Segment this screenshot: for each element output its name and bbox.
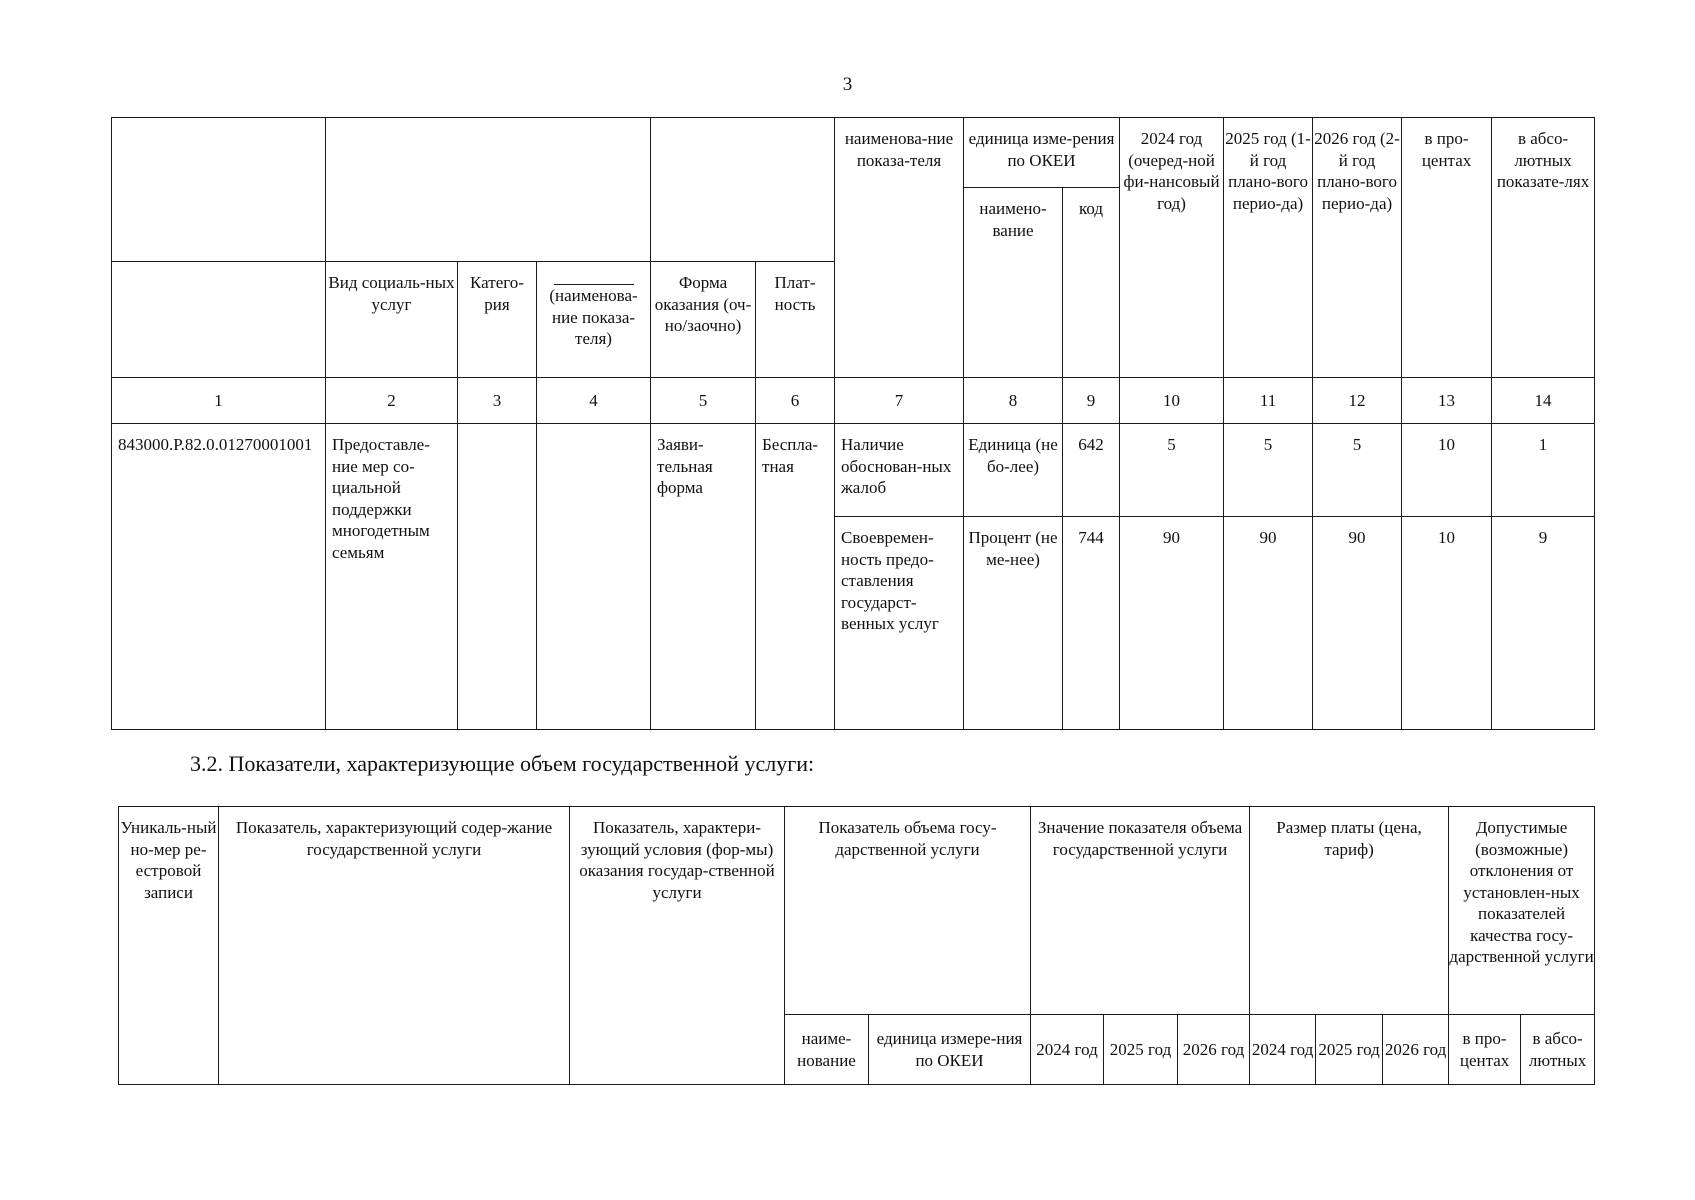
quality-indicators-table xyxy=(111,117,1595,730)
deviation-percent: 10 xyxy=(1402,424,1492,517)
unit-code: 744 xyxy=(1063,517,1120,730)
sub-name: наиме-нование xyxy=(785,1015,869,1085)
header-unit-okei: единица изме-рения по ОКЕИ xyxy=(964,118,1120,188)
header-year-2025: 2025 год (1-й год плано-вого перио-да) xyxy=(1224,118,1313,378)
col-num-7: 7 xyxy=(835,378,964,424)
value-2024: 5 xyxy=(1120,424,1224,517)
deviation-percent: 10 xyxy=(1402,517,1492,730)
blank-indicator-empty xyxy=(537,424,651,730)
sub-value-2024: 2024 год xyxy=(1031,1015,1104,1085)
sub-value-2026: 2026 год xyxy=(1178,1015,1250,1085)
header-payment: Плат-ность xyxy=(756,262,835,378)
value-2024: 90 xyxy=(1120,517,1224,730)
indicator-name: Своевремен-ность предо-ставления государст-венных услуг xyxy=(835,517,964,730)
header-form: Форма оказания (оч-но/заочно) xyxy=(651,262,756,378)
col-num-3: 3 xyxy=(458,378,537,424)
service-form: Заяви-тельная форма xyxy=(651,424,756,730)
header-blank-indicator xyxy=(537,262,651,378)
value-2026: 5 xyxy=(1313,424,1402,517)
deviation-absolute: 1 xyxy=(1492,424,1595,517)
col-num-4: 4 xyxy=(537,378,651,424)
header-year-2024: 2024 год (очеред-ной фи-нансовый год) xyxy=(1120,118,1224,378)
value-2026: 90 xyxy=(1313,517,1402,730)
sub-fee-2025: 2025 год xyxy=(1316,1015,1383,1085)
col-num-1: 1 xyxy=(112,378,326,424)
header-year-2026: 2026 год (2-й год плано-вого перио-да) xyxy=(1313,118,1402,378)
header-empty-content xyxy=(326,118,651,262)
unit-name: Процент (не ме-нее) xyxy=(964,517,1063,730)
header-percent: в про-центах xyxy=(1402,118,1492,378)
value-2025: 5 xyxy=(1224,424,1313,517)
header-service-type: Вид социаль-ных услуг xyxy=(326,262,458,378)
unit-name: Единица (не бо-лее) xyxy=(964,424,1063,517)
header-absolute: в абсо-лютных показате-лях xyxy=(1492,118,1595,378)
header-content-indicator: Показатель, характеризующий содер-жание государственной услуги xyxy=(219,807,570,1085)
section-title: 3.2. Показатели, характеризующие объем государственной услуги: xyxy=(190,751,815,776)
col-num-10: 10 xyxy=(1120,378,1224,424)
category-empty xyxy=(458,424,537,730)
page-number: 3 xyxy=(842,74,853,95)
sub-value-2025: 2025 год xyxy=(1104,1015,1178,1085)
col-num-12: 12 xyxy=(1313,378,1402,424)
blank-indicator-label: (наименова-ние показа-теля) xyxy=(549,286,638,349)
value-2025: 90 xyxy=(1224,517,1313,730)
header-empty-conditions xyxy=(651,118,835,262)
indicator-name: Наличие обоснован-ных жалоб xyxy=(835,424,964,517)
table-row xyxy=(112,424,1595,517)
sub-unit-okei: единица измере-ния по ОКЕИ xyxy=(869,1015,1031,1085)
col-num-14: 14 xyxy=(1492,378,1595,424)
header-indicator-name: наименова-ние показа-теля xyxy=(835,118,964,378)
header-conditions-indicator: Показатель, характери-зующий условия (фор-мы) оказания государ-ственной услуги xyxy=(570,807,785,1085)
sub-fee-2026: 2026 год xyxy=(1383,1015,1449,1085)
header-category: Катего-рия xyxy=(458,262,537,378)
col-num-6: 6 xyxy=(756,378,835,424)
registry-number: 843000.Р.82.0.01270001001 xyxy=(112,424,326,730)
payment-type: Беспла-тная xyxy=(756,424,835,730)
header-fee: Размер платы (цена, тариф) xyxy=(1250,807,1449,1015)
header-volume-indicator: Показатель объема госу-дарственной услуги xyxy=(785,807,1031,1015)
header-empty-2 xyxy=(112,262,326,378)
col-num-5: 5 xyxy=(651,378,756,424)
header-empty-1 xyxy=(112,118,326,262)
unit-code: 642 xyxy=(1063,424,1120,517)
deviation-absolute: 9 xyxy=(1492,517,1595,730)
col-num-2: 2 xyxy=(326,378,458,424)
header-registry-number: Уникаль-ный но-мер ре-естровой записи xyxy=(119,807,219,1085)
col-num-13: 13 xyxy=(1402,378,1492,424)
sub-absolute: в абсо-лютных xyxy=(1521,1015,1595,1085)
service-type: Предоставле-ние мер со-циальной поддержки многодетным семьям xyxy=(326,424,458,730)
col-num-9: 9 xyxy=(1063,378,1120,424)
header-unit-code: код xyxy=(1063,188,1120,378)
col-num-11: 11 xyxy=(1224,378,1313,424)
header-unit-name: наимено-вание xyxy=(964,188,1063,378)
volume-indicators-table xyxy=(118,806,1595,1085)
col-num-8: 8 xyxy=(964,378,1063,424)
header-deviation: Допустимые (возможные) отклонения от установлен-ных показателей качества госу-дарственной услуги xyxy=(1449,807,1595,1015)
sub-percent: в про-центах xyxy=(1449,1015,1521,1085)
header-volume-value: Значение показателя объема государственной услуги xyxy=(1031,807,1250,1015)
sub-fee-2024: 2024 год xyxy=(1250,1015,1316,1085)
column-numbers-row xyxy=(112,378,1595,424)
